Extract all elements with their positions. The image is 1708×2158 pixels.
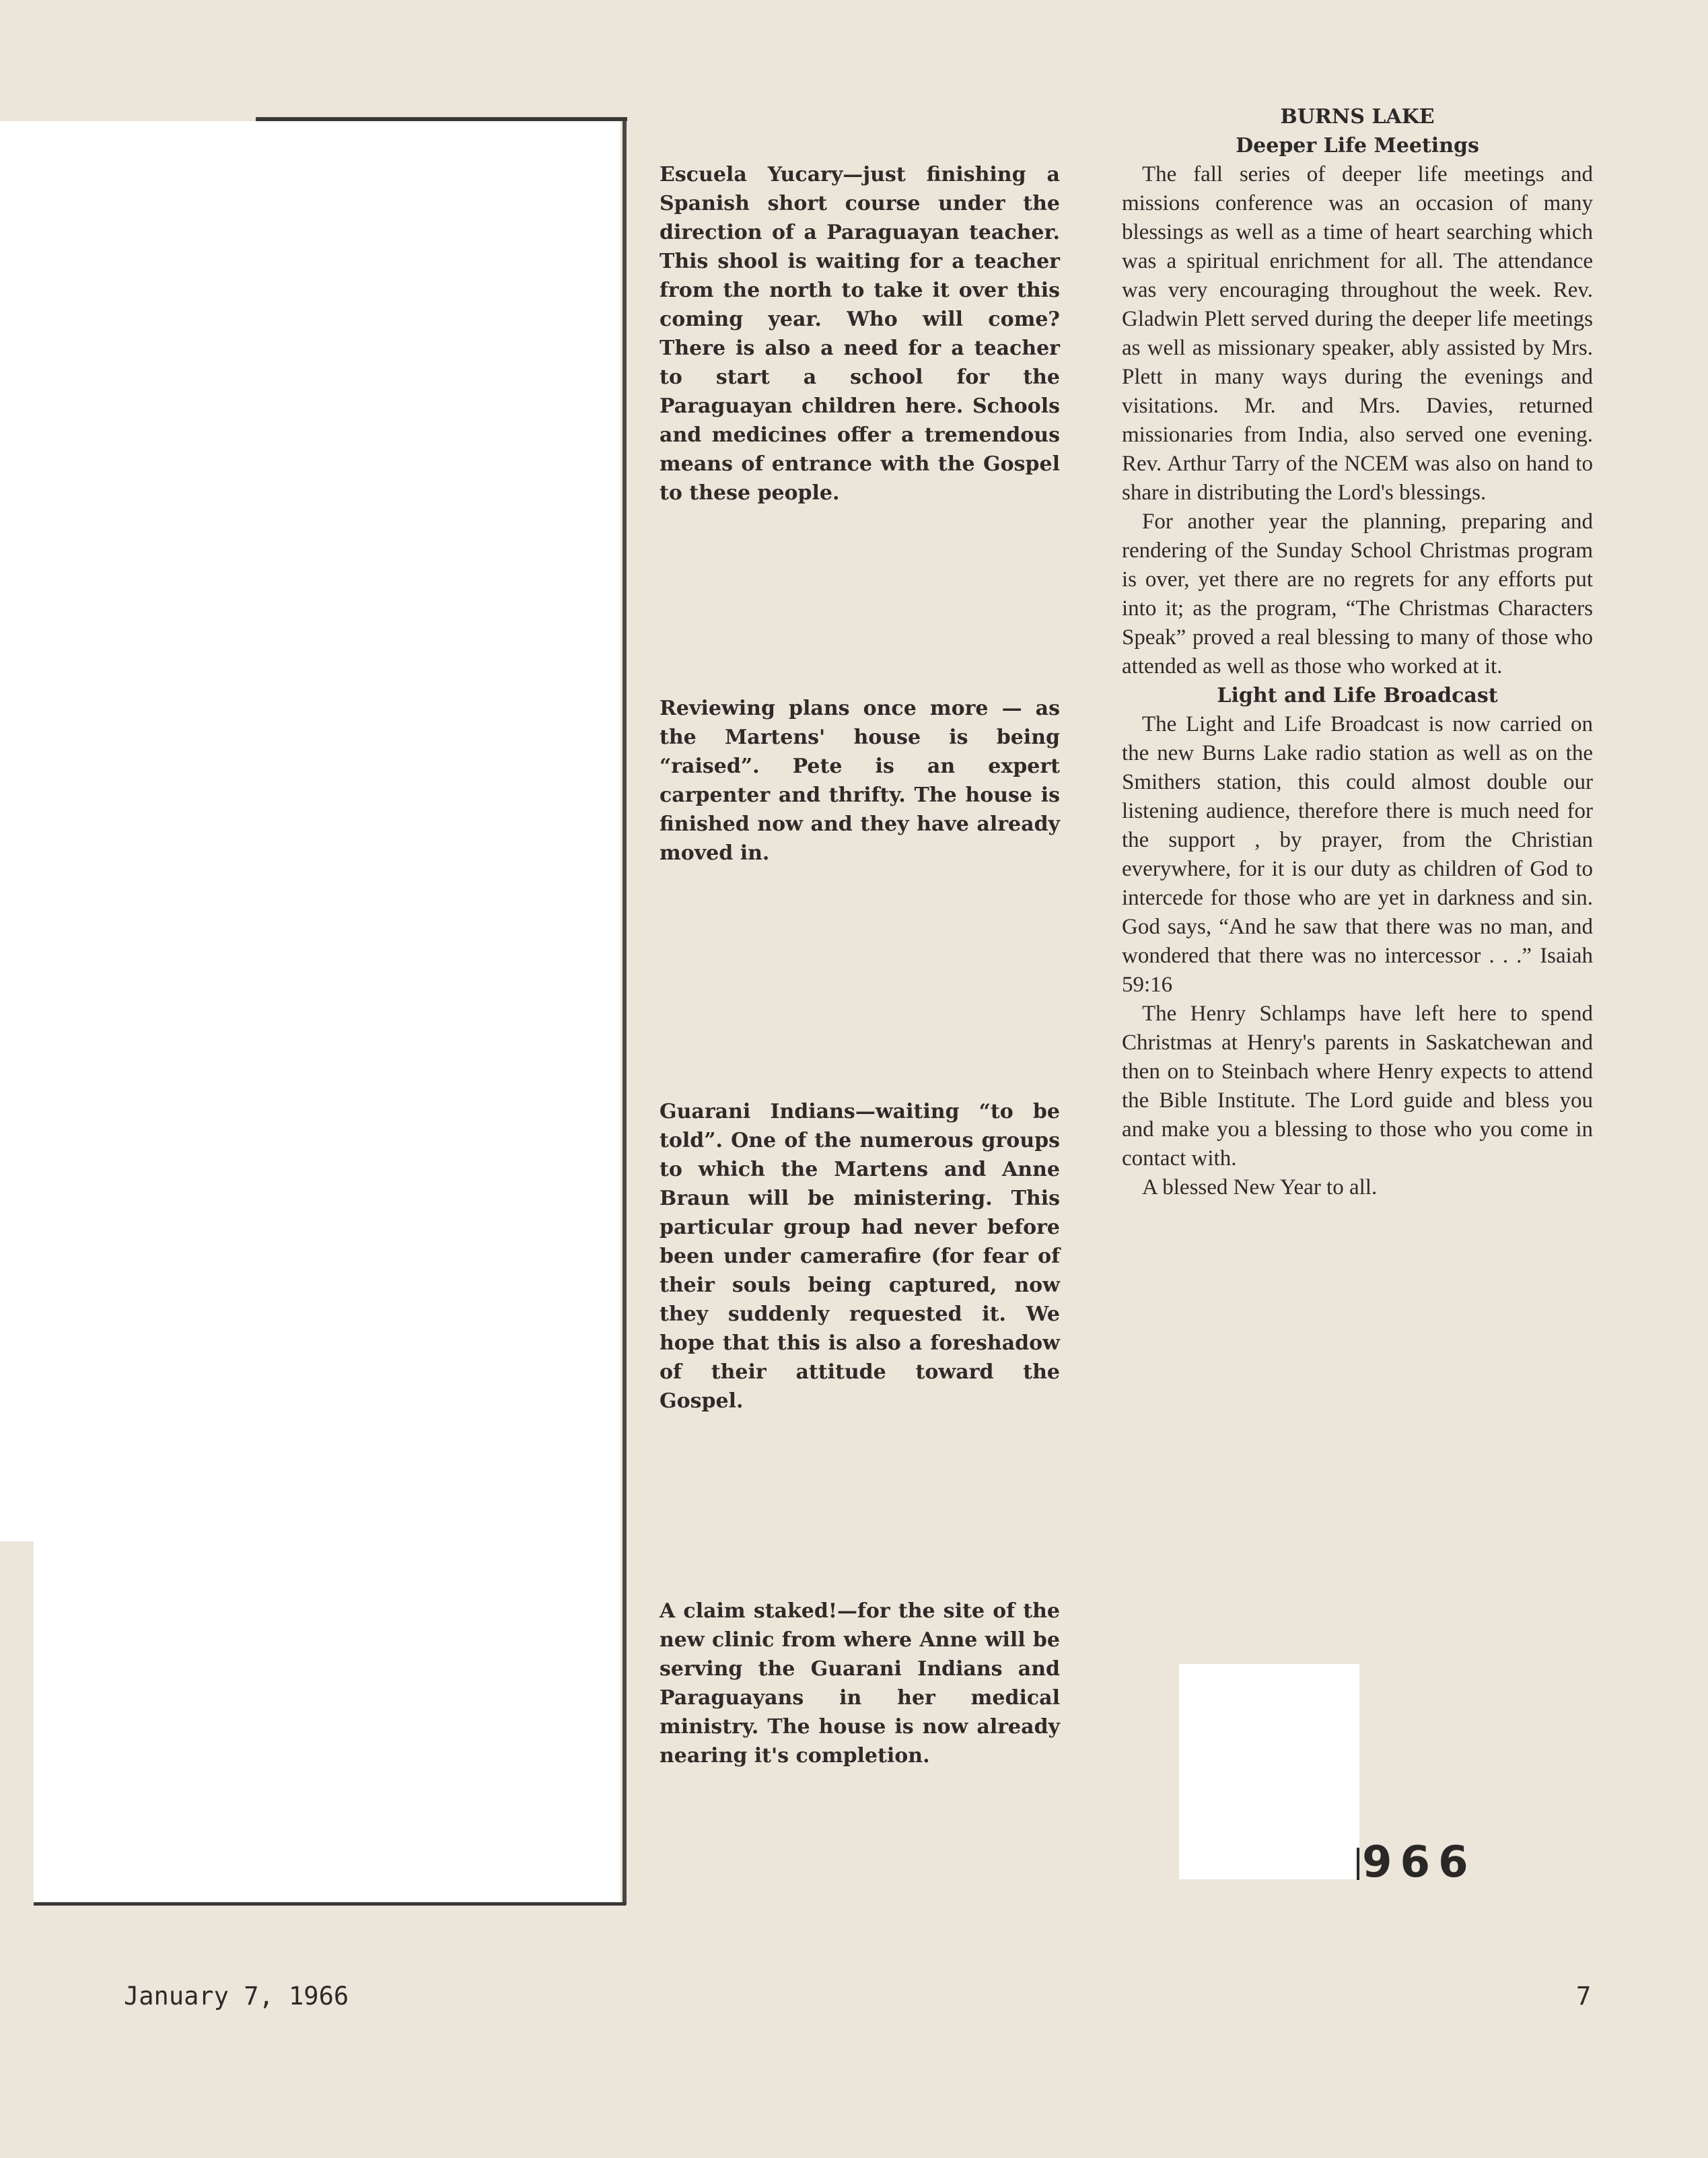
caption-claim-staked: A claim staked!—for the site of the new clinic from where Anne will be serving the Guarani Indians and Paraguayans in her medical ministry. The house is now already nearing it's completion. bbox=[660, 1599, 1060, 1768]
article-paragraph: A blessed New Year to all. bbox=[1142, 1175, 1378, 1199]
caption-reviewing-plans: Reviewing plans once more — as the Martens' house is being “raised”. Pete is an expert carpenter and thrifty. The house is finished now and they have already moved in. bbox=[660, 697, 1060, 865]
photo-placeholder-left bbox=[0, 121, 620, 1541]
article-location-heading: BURNS LAKE bbox=[1280, 105, 1435, 129]
article-paragraph: For another year the planning, preparing and rendering of the Sunday School Christmas program is over, yet there are no regrets for any efforts put into it; as the program, “The Christmas Characters Speak” proved a real blessing to many of those who attended as well as those who worked at it. bbox=[1122, 510, 1593, 678]
caption-escuela: Escuela Yucary—just finishing a Spanish short course under the direction of a Paraguayan teacher. This shool is waiting for a teacher from the north to take it over this coming year. Who will come? There is also a need for a teacher to start a school for the Paraguayan children here. Schools and medicines offer a tremendous means of entrance with the Gospel to these people. bbox=[660, 163, 1060, 505]
photo-frame-right bbox=[622, 121, 627, 1905]
page-number: 7 bbox=[1576, 1982, 1592, 2011]
year-graphic-text: 966 bbox=[1362, 1838, 1476, 1887]
year-graphic-bar bbox=[1357, 1848, 1359, 1880]
section-heading-deeper-life: Deeper Life Meetings bbox=[1236, 134, 1479, 158]
article-paragraph: The fall series of deeper life meetings and missions conference was an occasion of many blessings as well as a time of heart searching which was a spiritual enrichment for all. The attendance was very encouraging throughout the week. Rev. Gladwin Plett served during the deeper life meetings as well as missionary speaker, ably assisted by Mrs. Plett in many ways during the evenings and visitations. Mr. and Mrs. Davies, returned missionaries from India, also served one evening. Rev. Arthur Tarry of the NCEM was also on hand to share in distributing the Lord's blessings. bbox=[1122, 162, 1593, 505]
section-heading-broadcast: Light and Life Broadcast bbox=[1217, 684, 1498, 707]
burns-lake-article bbox=[1122, 102, 1593, 1202]
caption-guarani-indians: Guarani Indians—waiting “to be told”. One of the numerous groups to which the Martens and Anne Braun will be ministering. This particular group had never before been under camerafire (for fear of their souls being captured, now they suddenly requested it. We hope that this is also a foreshadow of their attitude toward the Gospel. bbox=[660, 1100, 1060, 1413]
photo-placeholder-small bbox=[1179, 1664, 1359, 1879]
article-paragraph: The Light and Life Broadcast is now carried on the new Burns Lake radio station as well as on the Smithers station, this could almost double our listening audience, therefore there is much need for the support , by prayer, from the Christian everywhere, for it is our duty as children of God to intercede for those who are yet in darkness and sin. God says, “And he saw that there was no man, and wondered that there was no intercessor . . .” Isaiah 59:16 bbox=[1122, 712, 1593, 997]
photo-frame-bottom bbox=[34, 1902, 626, 1906]
article-paragraph: The Henry Schlamps have left here to spend Christmas at Henry's parents in Saskatchewan and then on to Steinbach where Henry expects to attend the Bible Institute. The Lord guide and bless you and make you a blessing to those who you come in contact with. bbox=[1122, 1002, 1593, 1171]
footer-date: January 7, 1966 bbox=[124, 1982, 349, 2011]
photo-placeholder-left-lower bbox=[34, 1541, 620, 1905]
